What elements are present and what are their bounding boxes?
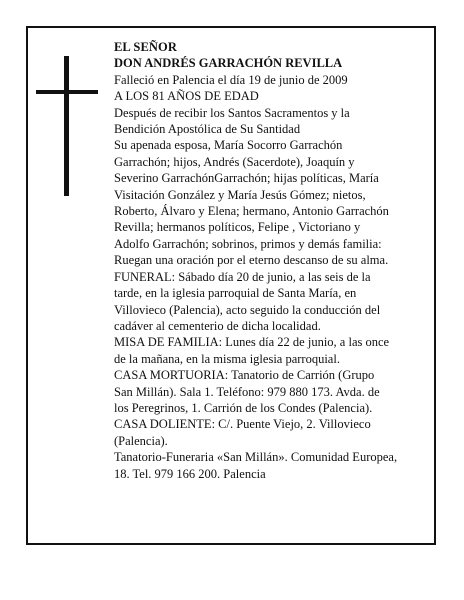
family-mass-line: MISA DE FAMILIA: Lunes día 22 de junio, a las once bbox=[114, 335, 390, 350]
funeral-line: cadáver al cementerio de dicha localidad. bbox=[114, 318, 321, 333]
latin-cross-icon bbox=[36, 56, 98, 196]
family-line: Su apenada esposa, María Socorro Garrachón bbox=[114, 138, 343, 153]
funeral-home-line: los Peregrinos, 1. Carrión de los Condes (Palencia). bbox=[114, 400, 373, 415]
funeral-line: Villovieco (Palencia), acto seguido la conducción del bbox=[114, 302, 381, 317]
mourning-house-line: CASA DOLIENTE: C/. Puente Viejo, 2. Villovieco bbox=[114, 417, 371, 432]
cross-vertical-bar bbox=[64, 56, 69, 196]
funeral-company-line: Tanatorio-Funeraria «San Millán». Comunidad Europea, bbox=[114, 450, 398, 465]
obituary-text bbox=[114, 39, 432, 482]
age-line: A LOS 81 AÑOS DE EDAD bbox=[114, 89, 259, 104]
mourning-house-line: (Palencia). bbox=[114, 433, 168, 448]
family-line: Revilla; hermanos políticos, Felipe , Victoriano y bbox=[114, 220, 361, 235]
funeral-company-line: 18. Tel. 979 166 200. Palencia bbox=[114, 466, 266, 481]
sacraments-line: Después de recibir los Santos Sacramentos y la bbox=[114, 105, 350, 120]
obituary-title: EL SEÑOR bbox=[114, 40, 177, 54]
death-date-line: Falleció en Palencia el día 19 de junio de 2009 bbox=[114, 72, 348, 87]
funeral-line: tarde, en la iglesia parroquial de Santa María, en bbox=[114, 286, 357, 301]
funeral-home-line: San Millán). Sala 1. Teléfono: 979 880 173. Avda. de bbox=[114, 384, 380, 399]
family-mass-line: de la mañana, en la misma iglesia parroquial. bbox=[114, 351, 340, 366]
family-line: Adolfo Garrachón; sobrinos, primos y demás familia: bbox=[114, 236, 382, 251]
family-line: Roberto, Álvaro y Elena; hermano, Antonio Garrachón bbox=[114, 204, 389, 219]
deceased-name: DON ANDRÉS GARRACHÓN REVILLA bbox=[114, 56, 343, 71]
funeral-home-line: CASA MORTUORIA: Tanatorio de Carrión (Grupo bbox=[114, 368, 375, 383]
prayer-line: Ruegan una oración por el eterno descanso de su alma. bbox=[114, 253, 389, 268]
family-line: Visitación González y María Jesús Gómez; nietos, bbox=[114, 187, 366, 202]
family-line: Garrachón; hijos, Andrés (Sacerdote), Joaquín y bbox=[114, 154, 355, 169]
family-line: Severino GarrachónGarrachón; hijas políticas, María bbox=[114, 171, 379, 186]
funeral-line: FUNERAL: Sábado día 20 de junio, a las seis de la bbox=[114, 269, 371, 284]
sacraments-line: Bendición Apostólica de Su Santidad bbox=[114, 122, 301, 137]
cross-horizontal-bar bbox=[36, 90, 98, 94]
